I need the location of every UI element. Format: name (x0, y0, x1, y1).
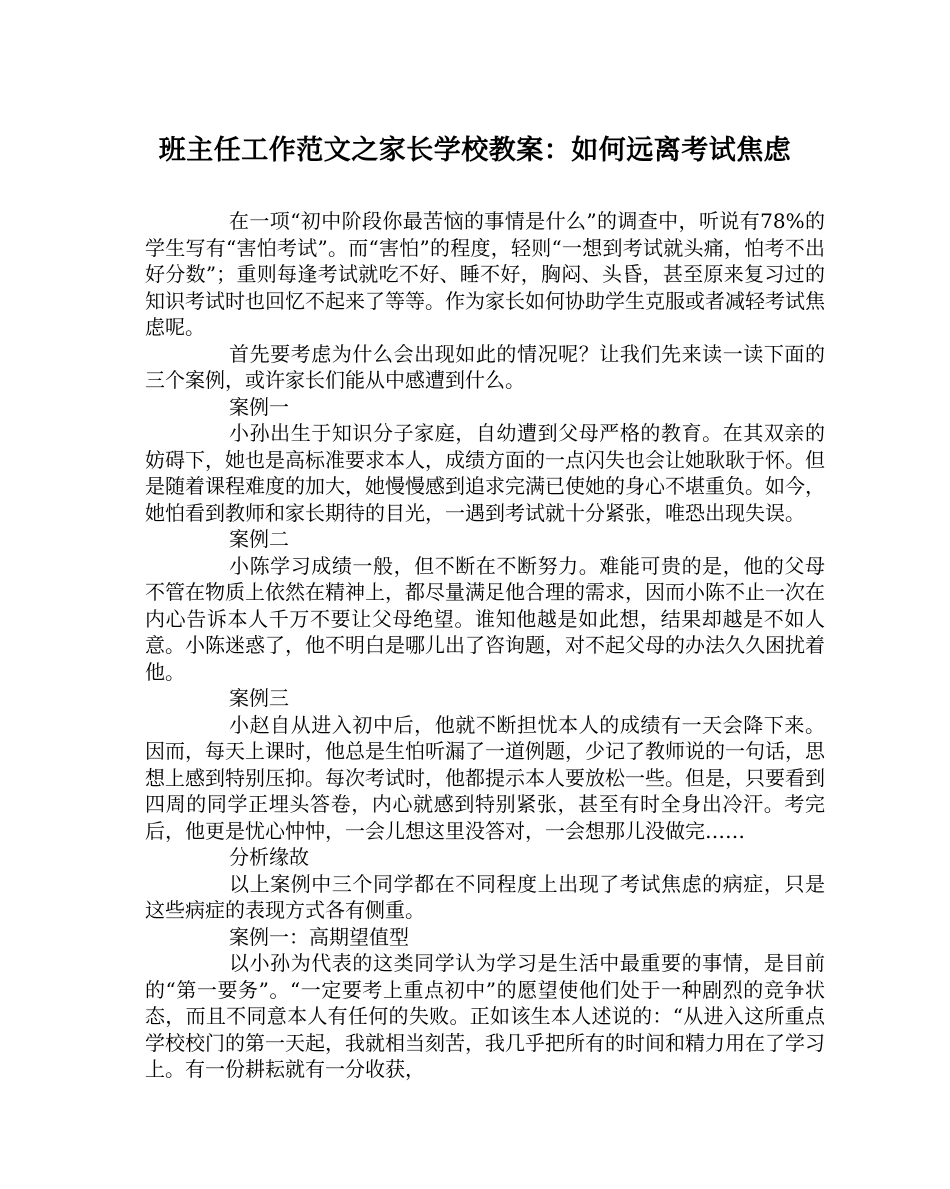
heading-analysis: 分析缘故 (229, 845, 309, 869)
heading-case-three: 案例三 (229, 686, 289, 710)
paragraph-analysis: 以上案例中三个同学都在不同程度上出现了考试焦虑的病症，只是这些病症的表现方式各有侧重。 (145, 871, 825, 922)
heading-case-two: 案例二 (229, 527, 289, 551)
paragraph-case-three: 小赵自从进入初中后，他就不断担忧本人的成绩有一天会降下来。因而，每天上课时，他总是生怕听漏了一道例题，少记了教师说的一句话，思想上感到特别压抑。每次考试时，他都提示本人要放松一些。但是，只要看到四周的同学正埋头答卷，内心就感到特别紧张，甚至有时全身出冷汗。考完后，他更是忧心忡忡，一会儿想这里没答对，一会想那儿没做完…… (145, 712, 825, 843)
document-title: 班主任工作范文之家长学校教案：如何远离考试焦虑 (158, 135, 792, 166)
paragraph-case-two: 小陈学习成绩一般，但不断在不断努力。难能可贵的是，他的父母不管在物质上依然在精神上，都尽量满足他合理的需求，因而小陈不止一次在内心告诉本人千万不要让父母绝望。谁知他越是如此想，结果却越是不如人意。小陈迷惑了，他不明白是哪儿出了咨询题，对不起父母的办法久久困扰着他。 (145, 553, 825, 684)
paragraph-case-one: 小孙出生于知识分子家庭，自幼遭到父母严格的教育。在其双亲的妨碍下，她也是高标准要求本人，成绩方面的一点闪失也会让她耿耿于怀。但是随着课程难度的加大，她慢慢感到追求完满已使她的身心不堪重负。如今，她怕看到教师和家长期待的目光，一遇到考试就十分紧张，唯恐出现失误。 (145, 421, 825, 525)
heading-case-one: 案例一 (229, 394, 289, 419)
heading-case-one-type: 案例一：高期望值型 (229, 924, 409, 949)
paragraph-survey: 在一项“初中阶段你最苦恼的事情是什么”的调查中，听说有78%的学生写有“害怕考试”。而“害怕”的程度，轻则“一想到考试就头痛，怕考不出好分数”；重则每逢考试就吃不好、睡不好，胸闷、头昏，甚至原来复习过的知识考试时也回忆不起来了等等。作为家长如何协助学生克服或者减轻考试焦虑呢。 (145, 209, 825, 339)
document-body (145, 208, 825, 1083)
paragraph-case-one-type: 以小孙为代表的这类同学认为学习是生活中最重要的事情，是目前的“第一要务”。“一定要考上重点初中”的愿望使他们处于一种剧烈的竞争状态，而且不同意本人有任何的失败。正如该生本人述说的：“从进入这所重点学校校门的第一天起，我就相当刻苦，我几乎把所有的时间和精力用在了学习上。有一份耕耘就有一分收获， (145, 951, 825, 1081)
paragraph-intro-cases: 首先要考虑为什么会出现如此的情况呢？让我们先来读一读下面的三个案例，或许家长们能从中感遭到什么。 (145, 341, 825, 392)
